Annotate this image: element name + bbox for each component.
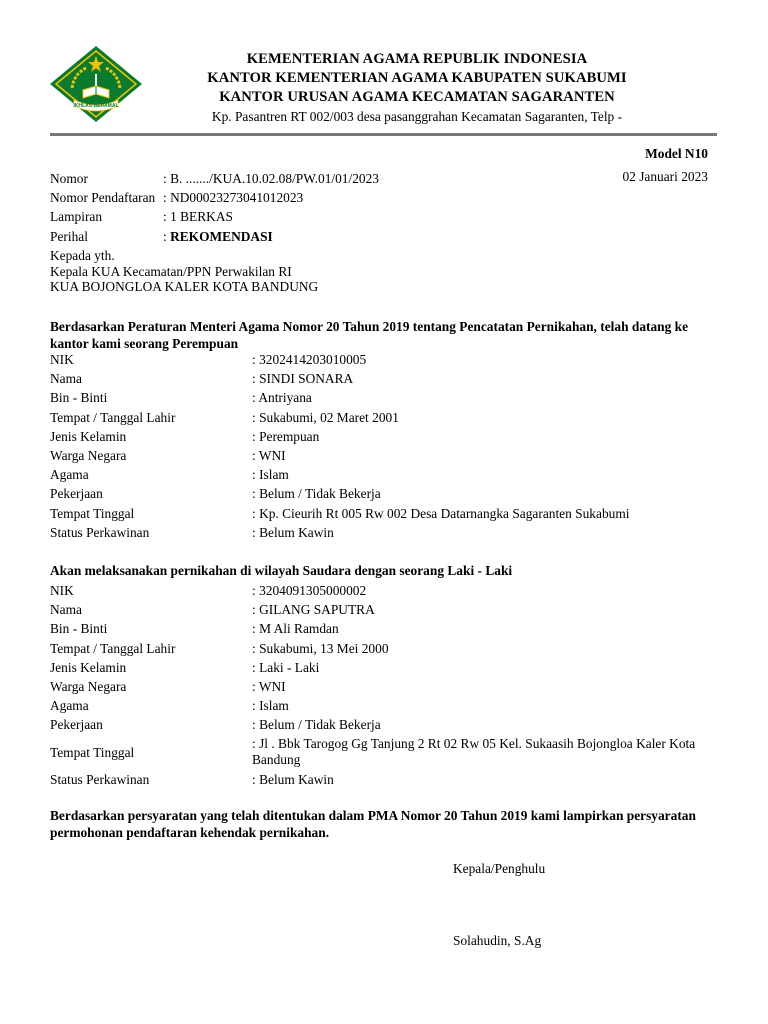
field-label: Bin - Binti — [50, 621, 108, 637]
data-row — [50, 408, 720, 427]
data-row — [50, 639, 720, 658]
field-value: : SINDI SONARA — [252, 371, 354, 387]
field-label: Jenis Kelamin — [50, 659, 127, 675]
intro-paragraph: Berdasarkan Peraturan Menteri Agama Nomor 20 Tahun 2019 tentang Pencatatan Pernikahan, telah datang ke kantor kami seorang Perempuan — [50, 319, 689, 351]
field-value: : Sukabumi, 13 Mei 2000 — [252, 640, 389, 656]
meta-value-prefix: : — [163, 228, 171, 244]
field-value: : Belum Kawin — [252, 771, 334, 787]
letter-meta — [50, 169, 379, 246]
recipient-salutation: Kepada yth. — [50, 248, 115, 263]
field-value: : Belum Kawin — [252, 524, 334, 540]
letterhead-address: Kp. Pasantren RT 002/003 desa pasanggrahan Kecamatan Sagaranten, Telp - — [211, 109, 623, 124]
field-label: Agama — [50, 698, 89, 714]
meta-value-subject: REKOMENDASI — [170, 228, 273, 244]
meta-label: Lampiran — [50, 209, 103, 225]
field-value: : GILANG SAPUTRA — [252, 602, 375, 618]
meta-label: Nomor Pendaftaran — [50, 190, 156, 206]
data-row — [50, 484, 720, 503]
field-label: NIK — [50, 583, 74, 598]
field-value: : Sukabumi, 02 Maret 2001 — [252, 409, 399, 425]
recipient-office: KUA BOJONGLOA KALER KOTA BANDUNG — [50, 279, 319, 294]
meta-row-lampiran — [50, 207, 379, 226]
data-row — [50, 504, 720, 523]
field-value: : WNI — [252, 679, 286, 695]
meta-row-perihal — [50, 227, 379, 246]
field-value: : Laki - Laki — [252, 659, 320, 675]
field-value: : M Ali Ramdan — [252, 621, 339, 637]
field-label: Status Perkawinan — [50, 771, 150, 787]
field-label: Warga Negara — [50, 448, 127, 464]
field-label: Jenis Kelamin — [50, 428, 127, 444]
letterhead-divider — [50, 133, 717, 136]
meta-row-pendaftaran — [50, 188, 379, 207]
field-value: : 3202414203010005 — [252, 352, 367, 367]
groom-paragraph: Akan melaksanakan pernikahan di wilayah Saudara dengan seorang Laki - Laki — [50, 563, 513, 578]
letterhead — [150, 50, 684, 126]
data-row — [50, 369, 720, 388]
data-row — [50, 388, 720, 407]
groom-data — [50, 581, 720, 789]
meta-value: : ND00023273041012023 — [163, 190, 304, 206]
meta-label: Perihal — [50, 228, 88, 244]
data-row — [50, 770, 720, 789]
data-row — [50, 427, 720, 446]
field-value: : Belum / Tidak Bekerja — [252, 486, 381, 502]
field-label: Pekerjaan — [50, 717, 103, 733]
data-row — [50, 696, 720, 715]
field-label: Tempat Tinggal — [50, 505, 135, 521]
field-label: Pekerjaan — [50, 486, 103, 502]
data-row — [50, 446, 720, 465]
signature-name: Solahudin, S.Ag — [453, 933, 542, 948]
logo-motto: IKHLAS BERAMAL — [73, 103, 119, 109]
closing-paragraph: Berdasarkan persyaratan yang telah ditentukan dalam PMA Nomor 20 Tahun 2019 kami lampirkan persyaratan permohonan pendaftaran kehendak pernikahan. — [50, 808, 696, 840]
meta-value: : B. ......./KUA.10.02.08/PW.01/01/2023 — [163, 171, 380, 186]
field-value: : Belum / Tidak Bekerja — [252, 717, 381, 733]
data-row — [50, 619, 720, 638]
data-row — [50, 465, 720, 484]
letterhead-office: KANTOR KEMENTERIAN AGAMA KABUPATEN SUKABUMI — [207, 70, 627, 86]
recipient-title: Kepala KUA Kecamatan/PPN Perwakilan RI — [50, 263, 292, 279]
letterhead-ministry: KEMENTERIAN AGAMA REPUBLIK INDONESIA — [246, 51, 588, 67]
data-row — [50, 581, 720, 600]
field-value: : Perempuan — [252, 428, 320, 444]
field-label: Tempat Tinggal — [50, 744, 135, 760]
data-row — [50, 735, 720, 770]
field-label: NIK — [50, 352, 74, 367]
data-row — [50, 600, 720, 619]
data-row — [50, 523, 720, 542]
field-label: Tempat / Tanggal Lahir — [50, 409, 176, 425]
form-model-code: Model N10 — [645, 146, 708, 161]
field-label: Warga Negara — [50, 679, 127, 695]
data-row — [50, 350, 720, 369]
field-value: : Islam — [252, 467, 289, 483]
field-value: : Kp. Cieurih Rt 005 Rw 002 Desa Datarnangka Sagaranten Sukabumi — [252, 505, 630, 521]
meta-label: Nomor — [50, 171, 88, 186]
field-label: Nama — [50, 371, 82, 387]
data-row — [50, 658, 720, 677]
letter-date: 02 Januari 2023 — [622, 169, 708, 184]
meta-value: : 1 BERKAS — [163, 209, 233, 225]
field-value: : Jl . Bbk Tarogog Gg Tanjung 2 Rt 02 Rw 05 Kel. Sukaasih Bojongloa Kaler Kota Bandung — [252, 735, 696, 767]
field-value: : 3204091305000002 — [252, 583, 367, 598]
field-label: Agama — [50, 467, 89, 483]
bride-data — [50, 350, 720, 542]
field-value: : Antriyana — [252, 390, 312, 406]
data-row — [50, 715, 720, 734]
field-label: Bin - Binti — [50, 390, 108, 406]
field-value: : Islam — [252, 698, 289, 714]
meta-row-nomor — [50, 169, 379, 188]
letterhead-kua: KANTOR URUSAN AGAMA KECAMATAN SAGARANTEN — [219, 89, 615, 105]
kemenag-logo — [48, 44, 144, 124]
field-label: Tempat / Tanggal Lahir — [50, 640, 176, 656]
data-row — [50, 677, 720, 696]
recipient-block — [50, 248, 318, 295]
field-value: : WNI — [252, 448, 286, 464]
signature-title: Kepala/Penghulu — [453, 861, 546, 876]
field-label: Nama — [50, 602, 82, 618]
field-label: Status Perkawinan — [50, 524, 150, 540]
